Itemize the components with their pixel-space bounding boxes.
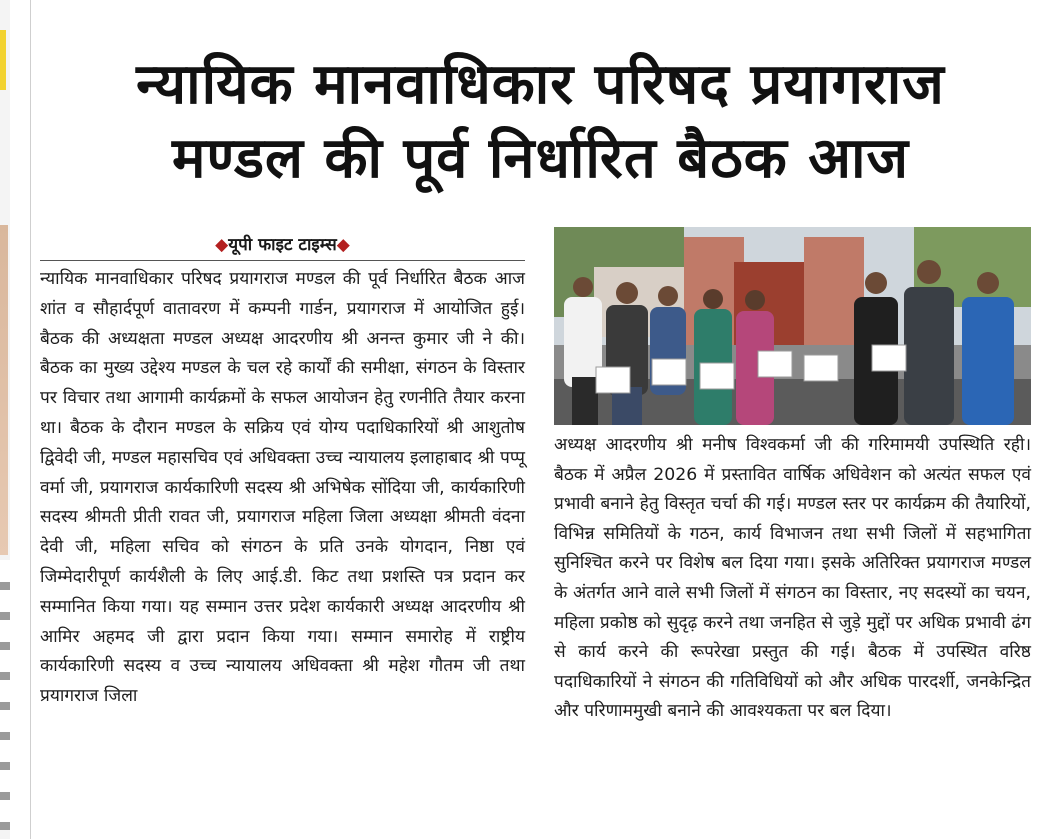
diamond-icon: ◆	[336, 235, 350, 255]
adjacent-photo-strip	[0, 225, 8, 555]
group-photo-illustration	[554, 227, 1031, 425]
column-rule	[30, 0, 31, 839]
article-body-part-2: अध्यक्ष आदरणीय श्री मनीष विश्वकर्मा जी की गरिमामयी उपस्थिति रही। बैठक में अप्रैल 2026 में प्रस्तावित वार्षिक अधिवेशन को अत्यंत सफल एवं प्रभावी बनाने हेतु विस्तृत चर्चा की गई। मण्डल स्तर पर कार्यक्रम की तैयारियों, विभिन्न समितियों के गठन, कार्य विभाजन तथा सभी जिलों में सहभागिता सुनिश्चित करने पर विशेष बल दिया गया। इसके अतिरिक्त प्रयागराज मण्डल के अंतर्गत आने वाले सभी जिलों में संगठन का विस्तार, नए सदस्यों का चयन, महिला प्रकोष्ठ को सुदृढ़ करने तथा जनहित से जुड़े मुद्दों पर अधिक प्रभावी ढंग से कार्य करने की रूपरेखा प्रस्तुत की गई। बैठक में उपस्थित वरिष्ठ पदाधिकारियों ने संगठन की गतिविधियों को और अधिक पारदर्शी, जनकेन्द्रित और परिणाममुखी बनाने की आवश्यकता पर बल दिया।	[554, 435, 1031, 722]
diamond-icon: ◆	[215, 235, 229, 255]
dateline	[40, 230, 525, 261]
adjacent-yellow-strip	[0, 30, 6, 90]
headline	[38, 48, 1043, 196]
adjacent-text-fragments	[0, 560, 10, 830]
headline-line-2: मण्डल की पूर्व निर्धारित बैठक आज	[171, 126, 910, 191]
article-column-left	[40, 230, 525, 712]
dateline-source: यूपी फाइट टाइम्स	[228, 235, 337, 255]
news-photo	[554, 227, 1031, 425]
article-column-right	[554, 431, 1031, 727]
article-body-part-1: न्यायिक मानवाधिकार परिषद प्रयागराज मण्डल की पूर्व निर्धारित बैठक आज शांत व सौहार्दपूर्ण वातावरण में कम्पनी गार्डन, प्रयागराज में आयोजित हुई। बैठक की अध्यक्षता मण्डल अध्यक्ष आदरणीय श्री अनन्त कुमार जी ने की। बैठक का मुख्य उद्देश्य मण्डल के चल रहे कार्यों की समीक्षा, संगठन के विस्तार पर विचार तथा आगामी कार्यक्रमों के सफल आयोजन हेतु रणनीति तैयार करना था। बैठक के दौरान मण्डल के सक्रिय एवं योग्य पदाधिकारियों श्री आशुतोष द्विवेदी जी, मण्डल महासचिव एवं अधिवक्ता उच्च न्यायालय इलाहाबाद श्री पप्पू वर्मा जी, प्रयागराज कार्यकारिणी सदस्य श्री अभिषेक सोंदिया जी, कार्यकारिणी सदस्य श्रीमती प्रीती रावत जी, प्रयागराज महिला जिला अध्यक्षा श्रीमती वंदना देवी जी, महिला सचिव को संगठन के प्रति उनके योगदान, निष्ठा एवं जिम्मेदारीपूर्ण कार्यशैली के लिए आई.डी. किट तथा प्रशस्ति पत्र प्रदान कर सम्मानित किया गया। यह सम्मान उत्तर प्रदेश कार्यकारी अध्यक्ष आदरणीय श्री आमिर अहमद जी द्वारा प्रदान किया गया। सम्मान समारोह में राष्ट्रीय कार्यकारिणी सदस्य व उच्च न्यायालय अधिवक्ता श्री महेश गौतम जी तथा प्रयागराज जिला	[40, 269, 525, 707]
headline-line-1: न्यायिक मानवाधिकार परिषद प्रयागराज	[136, 52, 945, 117]
